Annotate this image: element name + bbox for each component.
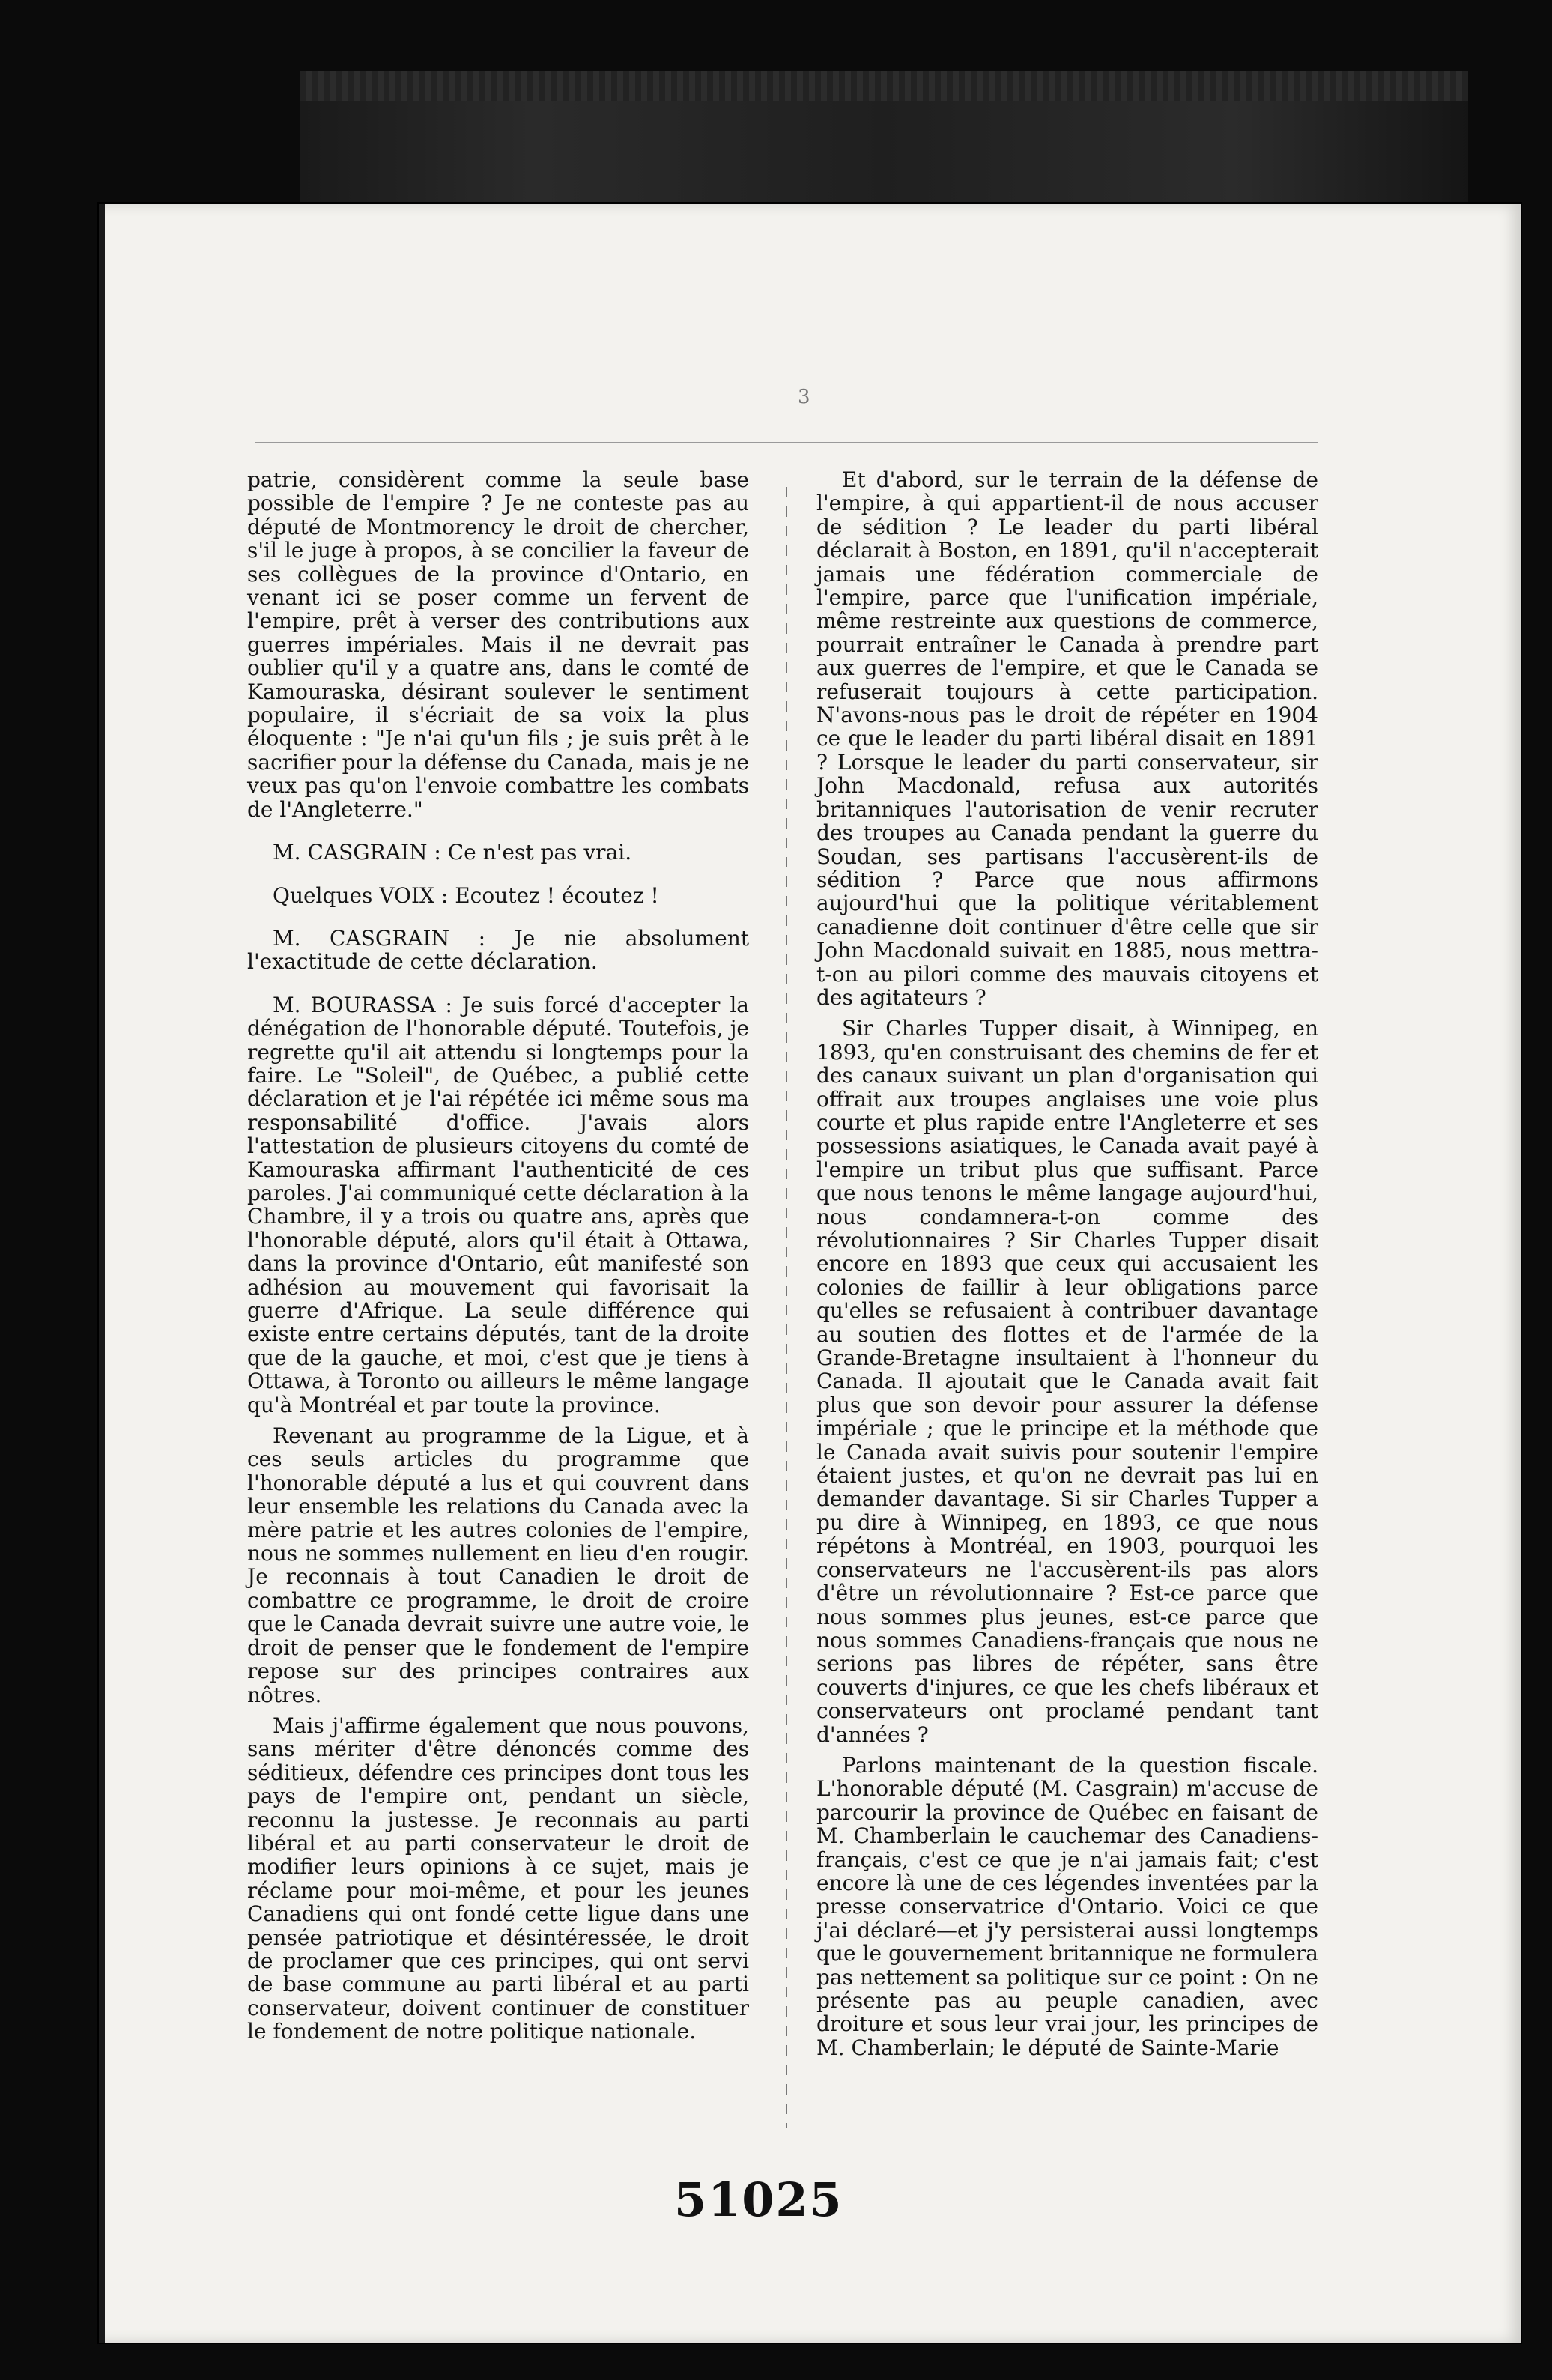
footer-number: 51025 [674,2172,843,2227]
left-paragraph-5: M. BOURASSA : Je suis forcé d'accepter la dénégation de l'honorable député. Toutefois, je regrette qu'il ait attendu si longtemps pour la faire. Le "Soleil", de Québec, a publié cette déclaration et je l'ai répétée ici même sous ma responsabilité d'office. J'avais alors l'attestation de plusieurs citoyens du comté de Kamouraska affirmant l'authenticité de ces paroles. J'ai communiqué cette déclaration à la Chambre, il y a trois ou quatre ans, après que l'honorable député, alors qu'il était à Ottawa, dans la province d'Ontario, eût manifesté son adhésion au mouvement qui favorisait la guerre d'Afrique. La seule différence qui existe entre certains députés, tant de la droite que de la gauche, et moi, c'est que je tiens à Ottawa, à Toronto ou ailleurs le même langage qu'à Montréal et par toute la province. [247,992,749,1417]
left-paragraph-1: patrie, considèrent comme la seule base possible de l'empire ? Je ne conteste pas au député de Montmorency le droit de chercher, s'il le juge à propos, à se concilier la faveur de ses collègues de la province d'Ontario, en venant ici se poser comme un fervent de l'empire, prêt à verser des contributions aux guerres impériales. Mais il ne devrait pas oublier qu'il y a quatre ans, dans le comté de Kamouraska, désirant soulever le sentiment populaire, il s'écriait de sa voix la plus éloquente : "Je n'ai qu'un fils ; je suis prêt à le sacrifier pour la défense du Canada, mais je ne veux pas qu'on l'envoie combattre les combats de l'Angleterre." [247,467,749,822]
right-paragraph-1: Et d'abord, sur le terrain de la défense de l'empire, à qui appartient-il de nous accuser de sédition ? Le leader du parti libéral déclarait à Boston, en 1891, qu'il n'accepterait jamais une fédération commerciale de l'empire, parce que l'unification impériale, même restreinte aux questions de commerce, pourrait entraîner le Canada à prendre part aux guerres de l'empire, et que le Canada se refuserait toujours à cette participation. N'avons-nous pas le droit de répéter en 1904 ce que le leader du parti libéral disait en 1891 ? Lorsque le leader du parti conservateur, sir John Macdonald, refusa aux autorités britanniques l'autorisation de venir recruter des troupes au Canada pendant la guerre du Soudan, ses partisans l'accusèrent-ils de sédition ? Parce que nous affirmons aujourd'hui que la politique véritablement canadienne doit continuer d'être celle que sir John Macdonald suivait en 1885, nous mettra-t-on au pilori comme des mauvais citoyens et des agitateurs ? [816,467,1318,1010]
left-paragraph-4: M. CASGRAIN : Je nie absolument l'exactitude de cette déclaration. [247,925,749,975]
right-paragraph-3: Parlons maintenant de la question fiscale. L'honorable député (M. Casgrain) m'accuse de parcourir la province de Québec en faisant de M. Chamberlain le cauchemar des Canadiens-français, c'est ce que je n'ai jamais fait; c'est encore là une de ces légendes inventées par la presse conservatrice d'Ontario. Voici ce que j'ai déclaré—et j'y persisterai aussi longtemps que le gouvernement britannique ne formulera pas nettement sa politique sur ce point : On ne présente pas au peuple canadien, avec droiture et sous leur vrai jour, les principes de M. Chamberlain; le député de Sainte-Marie [816,1752,1318,2060]
right-paragraph-2: Sir Charles Tupper disait, à Winnipeg, en 1893, qu'en construisant des chemins de fer et des canaux suivant un plan d'organisation qui offrait aux troupes anglaises une voie plus courte et plus rapide entre l'Angleterre et ses possessions asiatiques, le Canada avait payé à l'empire un tribut plus que suffisant. Parce que nous tenons le même langage aujourd'hui, nous condamnera-t-on comme des révolutionnaires ? Sir Charles Tupper disait encore en 1893 que ceux qui accusaient les colonies de faillir à leur obligations parce qu'elles se refusaient à contribuer davantage au soutien des flottes et de l'armée de la Grande-Bretagne insultaient à l'honneur du Canada. Il ajoutait que le Canada avait fait plus que son devoir pour assurer la défense impériale ; que le principe et la méthode que le Canada avait suivis pour soutenir l'empire étaient justes, et qu'on ne devrait pas lui en demander davantage. Si sir Charles Tupper a pu dire à Winnipeg, en 1893, ce que nous répétons à Montréal, en 1903, pourquoi les conservateurs ne l'accusèrent-ils pas alors d'être un révolutionnaire ? Est-ce parce que nous sommes plus jeunes, est-ce parce que nous sommes Canadiens-français que nous ne serions pas libres de répéter, sans être couverts d'injures, ce que les chefs libéraux et conservateurs ont proclamé pendant tant d'années ? [816,1016,1318,1747]
page-number: 3 [798,386,810,408]
column-divider [786,487,787,2128]
left-column [247,468,749,2051]
left-paragraph-2: M. CASGRAIN : Ce n'est pas vrai. [273,840,632,865]
left-paragraph-3: Quelques VOIX : Ecoutez ! écoutez ! [273,882,659,908]
film-strip-perforation [300,71,1468,101]
left-paragraph-7: Mais j'affirme également que nous pouvons, sans mériter d'être dénoncés comme des séditieux, défendre ces principes dont tous les pays de l'empire ont, pendant un siècle, reconnu la justesse. Je reconnais au parti libéral et au parti conservateur le droit de modifier leurs opinions à ce sujet, mais je réclame pour moi-même, et pour les jeunes Canadiens qui ont fondé cette ligue dans une pensée patriotique et désintéressée, le droit de proclamer que ces principes, qui ont servi de base commune au parti libéral et au parti conservateur, doivent continuer de constituer le fondement de notre politique nationale. [247,1713,749,2044]
left-paragraph-6: Revenant au programme de la Ligue, et à ces seuls articles du programme que l'honorable député a lus et qui couvrent dans leur ensemble les relations du Canada avec la mère patrie et les autres colonies de l'empire, nous ne sommes nullement en lieu d'en rougir. Je reconnais à tout Canadien le droit de combattre ce programme, le droit de croire que le Canada devrait suivre une autre voie, le droit de penser que le fondement de l'empire repose sur des principes contraires aux nôtres. [247,1423,749,1707]
right-column [816,468,1318,2067]
page-left-edge [99,204,105,2343]
header-rule [255,442,1318,443]
